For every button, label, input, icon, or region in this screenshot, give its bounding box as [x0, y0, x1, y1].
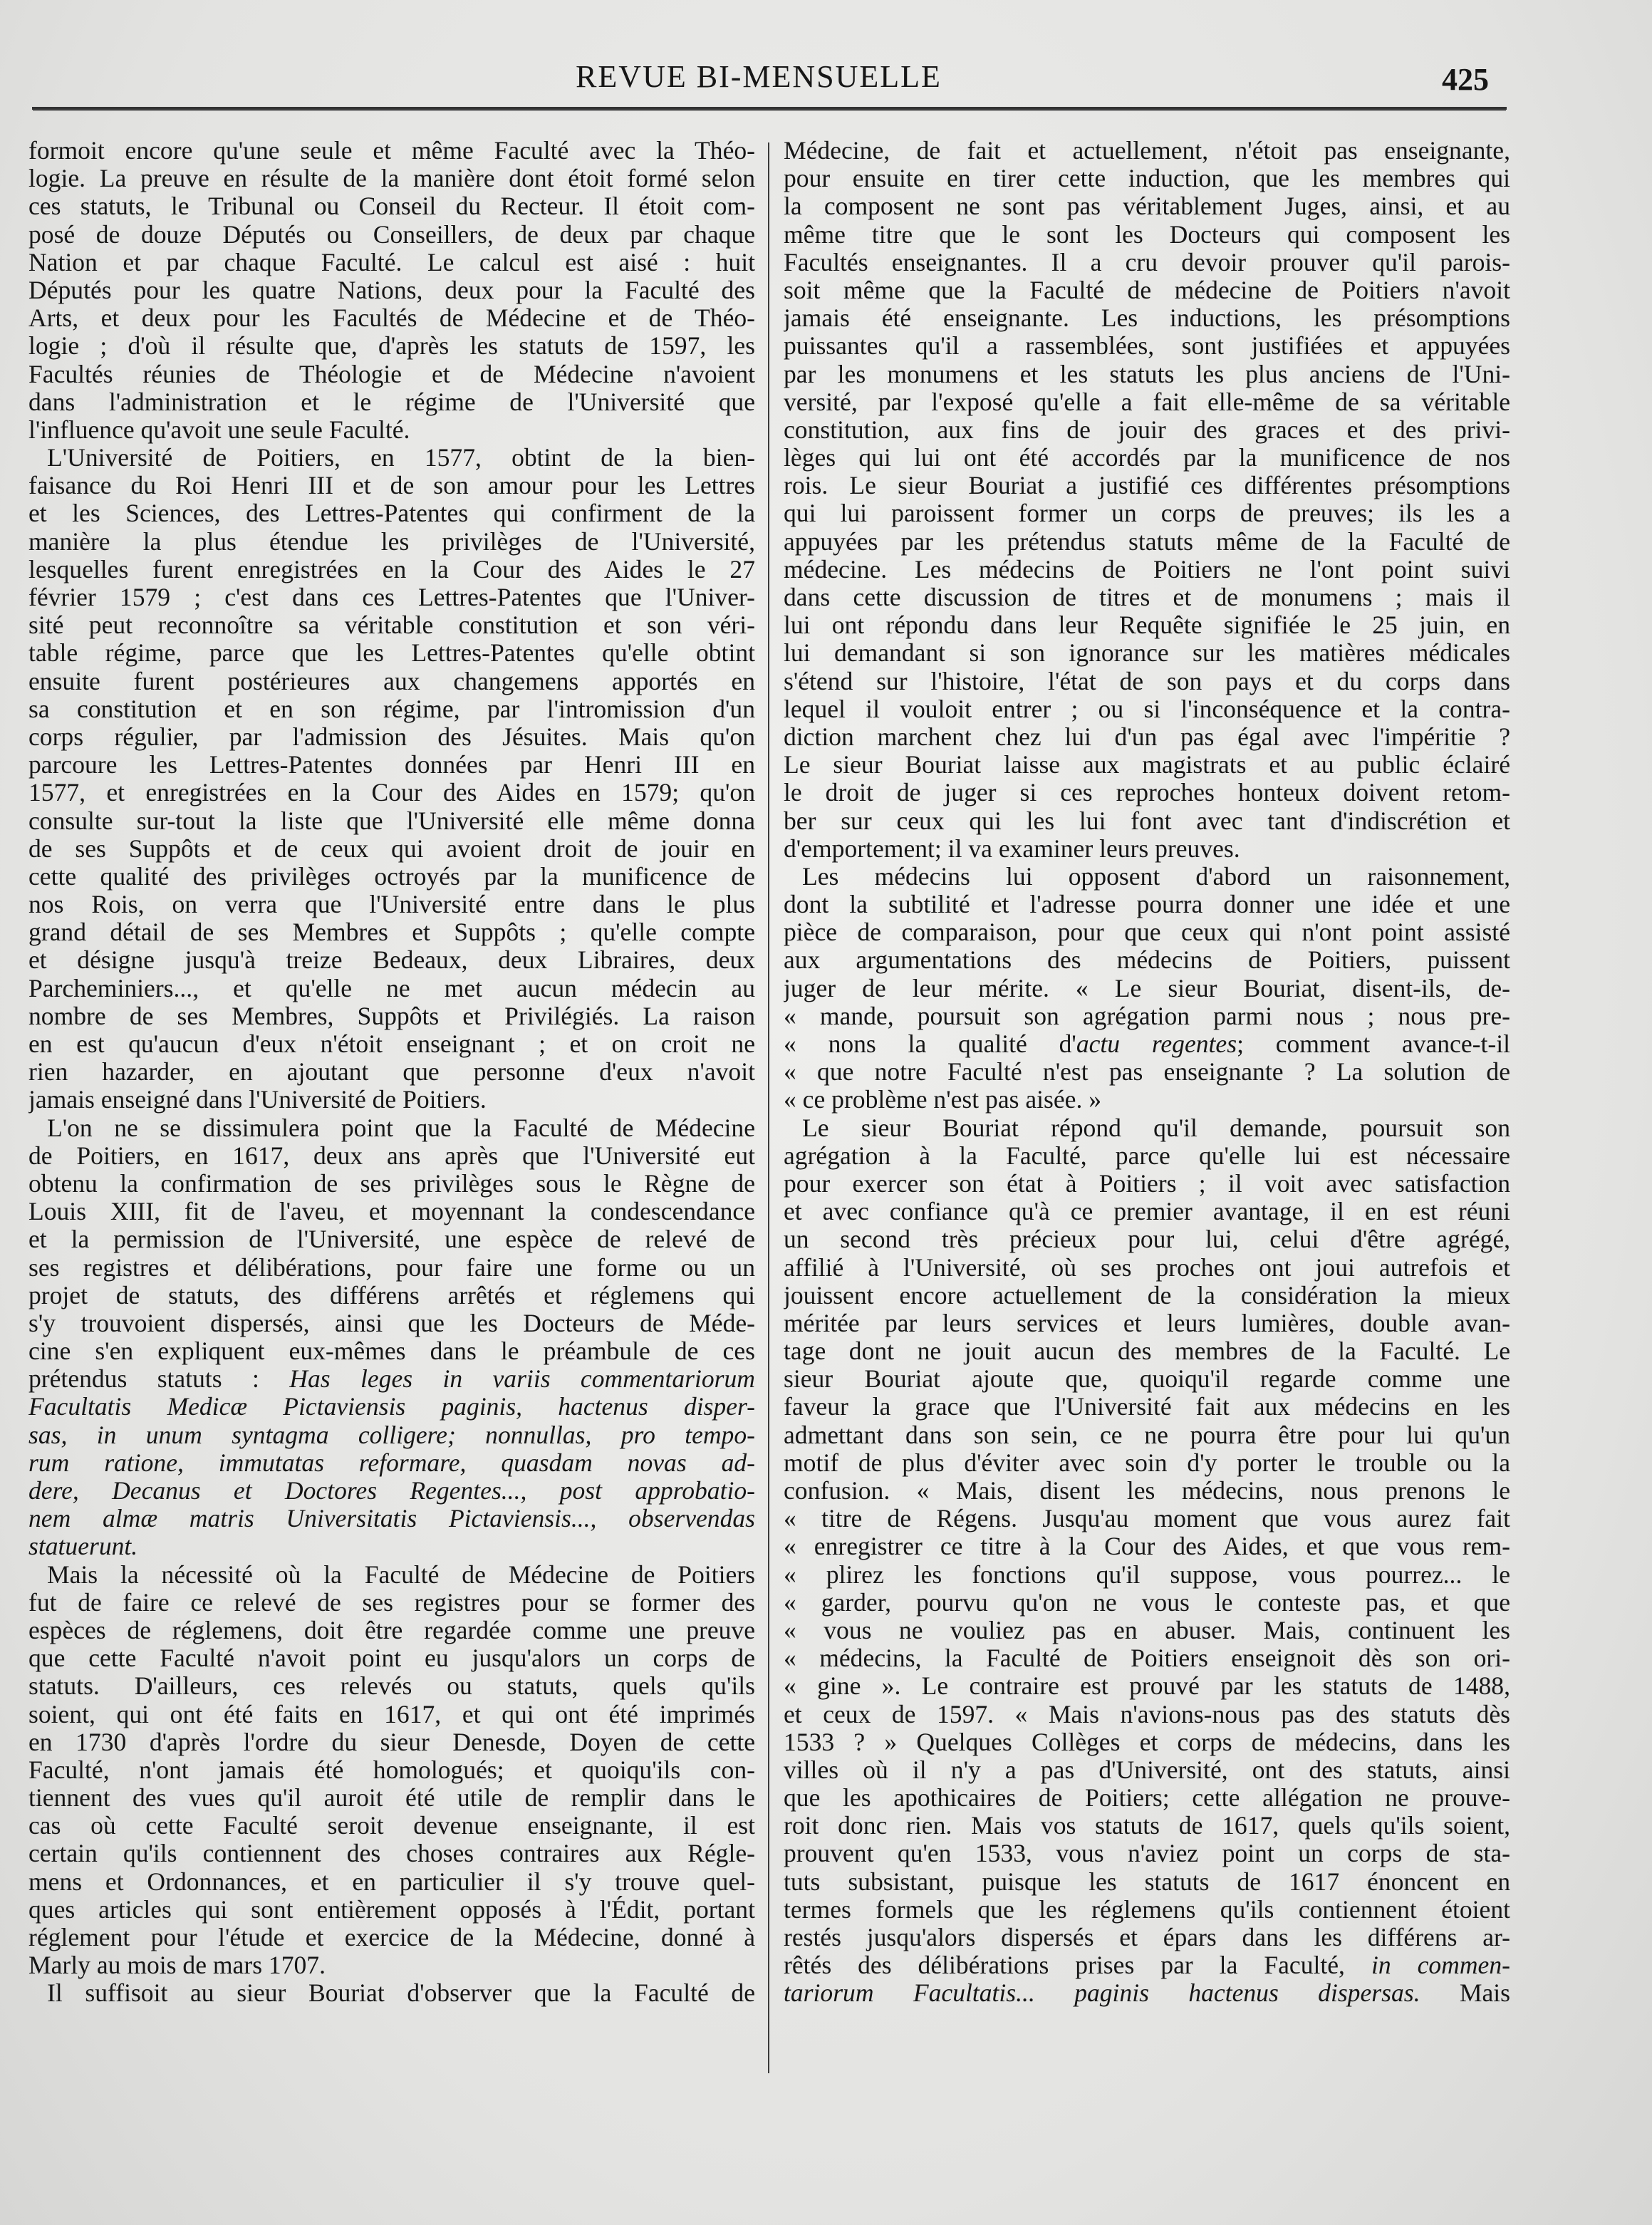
text-line	[784, 1309, 1510, 1337]
text-line	[784, 276, 1510, 304]
text-line	[28, 1505, 755, 1532]
text-line	[784, 332, 1510, 360]
text-line	[784, 1644, 1510, 1672]
text-line	[784, 1365, 1510, 1393]
text-line	[784, 695, 1510, 723]
line-text: Facultés enseignantes. Il a cru devoir prouver qu'il parois-	[784, 248, 1510, 276]
text-line	[28, 556, 755, 584]
text-line	[28, 472, 755, 499]
text-line	[784, 918, 1510, 946]
text-line	[784, 1701, 1510, 1728]
line-text: soit même que la Faculté de médecine de Poitiers n'avoit	[784, 276, 1510, 304]
italic-text: nem almæ matris Universitatis Pictaviensis..., observendas	[28, 1505, 755, 1533]
line-text: Députés pour les quatre Nations, deux pour la Faculté des	[28, 276, 755, 304]
text-line	[784, 1896, 1510, 1924]
line-text: termes formels que les réglemens qu'ils contiennent étoient	[784, 1895, 1510, 1924]
line-text: Parcheminiers..., et qu'elle ne met aucun médecin au	[28, 974, 755, 1002]
line-text: logie. La preuve en résulte de la manière dont étoit formé selon	[28, 165, 755, 193]
text-line	[28, 1644, 755, 1672]
text-line	[784, 137, 1510, 165]
text-line	[28, 165, 755, 192]
text-line	[784, 1840, 1510, 1867]
text-line	[784, 584, 1510, 611]
text-line	[28, 416, 755, 444]
line-text: Arts, et deux pour les Facultés de Médecine et de Théo-	[28, 304, 755, 333]
text-line	[784, 1532, 1510, 1560]
italic-text: tariorum Facultatis... paginis hactenus dispersas.	[784, 1979, 1420, 2008]
line-text: jamais enseigné dans l'Université de Poitiers.	[28, 1086, 487, 1114]
line-text: « ce problème n'est pas aisée. »	[784, 1086, 1102, 1114]
text-line	[28, 1868, 755, 1896]
text-line	[28, 304, 755, 332]
text-line	[784, 1812, 1510, 1840]
line-text: jouissent encore actuellement de la considération la mieux	[784, 1281, 1510, 1309]
line-text: et désigne jusqu'à treize Bedeaux, deux Libraires, deux	[28, 946, 755, 975]
text-line	[28, 1756, 755, 1784]
line-text: « que notre Faculté n'est pas enseignante ? La solution de	[784, 1058, 1510, 1086]
column-divider	[768, 142, 769, 2073]
text-line	[784, 1924, 1510, 1951]
text-line	[28, 1365, 755, 1393]
line-text: sieur Bouriat ajoute que, quoiqu'il regarde comme une	[784, 1365, 1510, 1394]
line-text: cas où cette Faculté seroit devenue enseignante, il est	[28, 1812, 755, 1840]
line-text: grand détail de ses Membres et Suppôts ; qu'elle compte	[28, 918, 755, 947]
text-line	[784, 1114, 1510, 1142]
text-line	[784, 1756, 1510, 1784]
line-text: Le sieur Bouriat laisse aux magistrats et au public éclairé	[784, 751, 1510, 779]
text-line	[784, 1282, 1510, 1309]
text-line	[28, 668, 755, 695]
line-text: restés jusqu'alors dispersés et épars dans les différens ar-	[784, 1924, 1510, 1951]
text-line	[784, 1254, 1510, 1282]
line-text: statuts. D'ailleurs, ces relevés ou statuts, quels qu'ils	[28, 1672, 755, 1701]
text-line	[28, 863, 755, 891]
line-text: « garder, pourvu qu'on ne vous le conteste pas, et que	[784, 1588, 1510, 1617]
line-text: « plirez les fonctions qu'il suppose, vous pourrez... le	[784, 1560, 1510, 1589]
text-line	[28, 1728, 755, 1756]
line-text: lui demandant si son ignorance sur les matières médicales	[784, 639, 1510, 668]
text-line	[784, 1337, 1510, 1365]
text-line	[784, 1449, 1510, 1477]
text-line	[784, 1086, 1510, 1114]
text-line	[28, 1086, 755, 1114]
line-text: roit donc rien. Mais vos statuts de 1617, quels qu'ils soient,	[784, 1812, 1510, 1840]
line-text: « gine ». Le contraire est prouvé par les statuts de 1488,	[784, 1672, 1510, 1701]
text-line	[28, 1449, 755, 1477]
line-text: L'on ne se dissimulera point que la Faculté de Médecine	[47, 1114, 755, 1142]
line-text: cine s'en expliquent eux-mêmes dans le préambule de ces	[28, 1337, 755, 1366]
text-line	[28, 835, 755, 863]
line-text: « vous ne vouliez pas en abuser. Mais, continuent les	[784, 1616, 1510, 1644]
left-column	[28, 137, 755, 2008]
line-text: Les médecins lui opposent d'abord un raisonnement,	[802, 862, 1510, 891]
line-text: 1533 ? » Quelques Collèges et corps de médecins, dans les	[784, 1728, 1510, 1756]
line-text: soient, qui ont été faits en 1617, et qui ont été imprimés	[28, 1700, 755, 1728]
text-line	[784, 528, 1510, 556]
line-text: dans cette discussion de titres et de monumens ; mais il	[784, 584, 1510, 611]
text-line	[28, 1309, 755, 1337]
line-text: de ses Suppôts et de ceux qui avoient droit de jouir en	[28, 834, 755, 863]
line-text: appuyées par les prétendus statuts même de la Faculté de	[784, 527, 1510, 556]
line-text: et ceux de 1597. « Mais n'avions-nous pas des statuts dès	[784, 1700, 1510, 1728]
line-text: et la permission de l'Université, une espèce de relevé de	[28, 1225, 755, 1254]
text-line	[28, 891, 755, 918]
text-line	[784, 1030, 1510, 1058]
line-text: Marly au mois de mars 1707.	[28, 1951, 326, 1980]
line-text: et avec confiance qu'à ce premier avantage, il en est réuni	[784, 1198, 1510, 1226]
line-text: méritée par leurs services et leurs lumières, double avan-	[784, 1309, 1510, 1337]
text-line	[784, 611, 1510, 639]
line-text: mens et Ordonnances, et en particulier il s'y trouve quel-	[28, 1867, 755, 1896]
line-text: Mais	[1420, 1979, 1510, 2008]
line-text: ber sur ceux qui les lui font avec tant d'indiscrétion et	[784, 807, 1510, 835]
text-line	[28, 1701, 755, 1728]
text-line	[784, 556, 1510, 584]
running-title: REVUE BI-MENSUELLE	[576, 59, 942, 94]
line-text: corps régulier, par l'admission des Jésuites. Mais qu'on	[28, 722, 755, 751]
text-line	[28, 192, 755, 220]
line-text: Facultés réunies de Théologie et de Médecine n'avoient	[28, 360, 755, 388]
line-text: Il suffisoit au sieur Bouriat d'observer que la Faculté de	[47, 1979, 755, 2008]
line-text: s'y trouvoient dispersés, ainsi que les Docteurs de Méde-	[28, 1309, 755, 1337]
text-line	[28, 975, 755, 1002]
text-line	[784, 1170, 1510, 1198]
line-text: « enregistrer ce titre à la Cour des Aides, et que vous rem-	[784, 1532, 1510, 1561]
text-line	[28, 1002, 755, 1030]
text-line	[784, 975, 1510, 1002]
line-text: la composent ne sont pas véritablement Juges, ainsi, et au	[784, 192, 1510, 221]
line-text: ses registres et délibérations, pour faire une forme ou un	[28, 1253, 755, 1282]
line-text: affilié à l'Université, où ses proches ont joui autrefois et	[784, 1253, 1510, 1282]
line-text: aux argumentations des médecins de Poitiers, puissent	[784, 946, 1510, 975]
line-text: ces statuts, le Tribunal ou Conseil du Recteur. Il étoit com-	[28, 192, 755, 221]
text-line	[784, 304, 1510, 332]
text-line	[28, 499, 755, 527]
italic-text: actu regentes	[1076, 1030, 1237, 1058]
text-line	[28, 779, 755, 807]
text-line	[28, 723, 755, 751]
line-text: ques articles qui sont entièrement opposés à l'Édit, portant	[28, 1895, 755, 1924]
text-line	[28, 611, 755, 639]
text-line	[28, 1951, 755, 1979]
line-text: en 1730 d'après l'ordre du sieur Denesde, Doyen de cette	[28, 1728, 755, 1756]
text-line	[28, 918, 755, 946]
text-line	[784, 165, 1510, 192]
line-text: par les monumens et les statuts les plus anciens de l'Uni-	[784, 360, 1510, 388]
text-line	[784, 1393, 1510, 1421]
text-line	[28, 1532, 755, 1560]
line-text: de Poitiers, en 1617, deux ans après que l'Université eut	[28, 1141, 755, 1170]
line-text: faisance du Roi Henri III et de son amour pour les Lettres	[28, 472, 755, 500]
text-line	[28, 1337, 755, 1365]
text-line	[28, 137, 755, 165]
line-text: « mande, poursuit son agrégation parmi nous ; nous pre-	[784, 1002, 1510, 1030]
text-line	[28, 1114, 755, 1142]
line-text: lesquelles furent enregistrées en la Cour des Aides le 27	[28, 555, 755, 584]
line-text: constitution, aux fins de jouir des graces et des privi-	[784, 415, 1510, 444]
italic-text: dere, Decanus et Doctores Regentes..., post approbatio-	[28, 1477, 755, 1505]
line-text: juger de leur mérite. « Le sieur Bouriat, disent-ils, de-	[784, 974, 1510, 1002]
right-column	[784, 137, 1510, 2008]
line-text: tuts subsistant, puisque les statuts de 1617 énoncent en	[784, 1867, 1510, 1896]
text-line	[784, 751, 1510, 779]
text-line	[28, 1589, 755, 1617]
line-text: admettant dans son sein, ce ne pourra être pour lui qu'un	[784, 1421, 1510, 1449]
text-line	[28, 1393, 755, 1421]
text-line	[784, 444, 1510, 472]
line-text: nos Rois, on verra que l'Université entre dans le plus	[28, 891, 755, 919]
line-text: lequel il vouloit entrer ; ou si l'inconséquence et la contra-	[784, 695, 1510, 723]
line-text: projet de statuts, des différens arrêtés et réglemens qui	[28, 1281, 755, 1309]
line-text: dans l'administration et le régime de l'Université que	[28, 388, 755, 416]
text-line	[784, 1979, 1510, 2007]
text-line	[784, 946, 1510, 974]
text-line	[28, 1030, 755, 1058]
page-header	[28, 51, 1489, 108]
line-text: lui ont répondu dans leur Requête signifiée le 25 juin, en	[784, 611, 1510, 640]
line-text: posé de douze Députés ou Conseillers, de deux par chaque	[28, 220, 755, 249]
line-text: rien hazarder, en ajoutant que personne d'eux n'avoit	[28, 1058, 755, 1086]
line-text: « nons la qualité d'	[784, 1030, 1076, 1058]
text-line	[784, 388, 1510, 416]
italic-text: statuerunt.	[28, 1532, 138, 1561]
line-text: versité, par l'exposé qu'elle a fait elle-même de sa véritable	[784, 388, 1510, 416]
text-line	[28, 584, 755, 611]
line-text: prétendus statuts :	[28, 1365, 290, 1394]
text-line	[784, 668, 1510, 695]
line-text: médecine. Les médecins de Poitiers ne l'ont point suivi	[784, 555, 1510, 584]
italic-text: sas, in unum syntagma colligere; nonnullas, pro tempo-	[28, 1421, 755, 1449]
text-line	[784, 807, 1510, 835]
text-line	[784, 499, 1510, 527]
line-text: jamais été enseignante. Les inductions, les présomptions	[784, 304, 1510, 333]
text-line	[28, 1784, 755, 1812]
line-text: fut de faire ce relevé de ses registres pour se former des	[28, 1588, 755, 1617]
text-line	[28, 1058, 755, 1086]
line-text: parcoure les Lettres-Patentes données par Henri III en	[28, 751, 755, 779]
line-text: lèges qui lui ont été accordés par la munificence de nos	[784, 444, 1510, 472]
text-line	[784, 472, 1510, 499]
text-line	[784, 1225, 1510, 1253]
line-text: rêtés des délibérations prises par la Faculté,	[784, 1951, 1371, 1980]
text-line	[784, 192, 1510, 220]
text-line	[28, 1672, 755, 1700]
line-text: agrégation à la Faculté, parce qu'elle lui est nécessaire	[784, 1141, 1510, 1170]
text-line	[784, 863, 1510, 891]
line-text: cette qualité des privilèges octroyés par la munificence de	[28, 862, 755, 891]
line-text: tiennent des vues qu'il auroit été utile de remplir dans le	[28, 1784, 755, 1812]
text-line	[784, 639, 1510, 667]
line-text: faveur la grace que l'Université fait aux médecins en les	[784, 1393, 1510, 1421]
line-text: consulte sur-tout la liste que l'Université elle même donna	[28, 807, 755, 835]
text-line	[28, 946, 755, 974]
text-line	[784, 1058, 1510, 1086]
text-line	[28, 444, 755, 472]
line-text: ; comment avance-t-il	[1237, 1030, 1510, 1058]
line-text: diction marchent chez lui d'un pas égal avec l'impéritie ?	[784, 722, 1510, 751]
text-line	[28, 276, 755, 304]
text-line	[28, 1979, 755, 2007]
text-line	[28, 1225, 755, 1253]
line-text: qui lui paroissent former un corps de preuves; ils les a	[784, 499, 1510, 528]
line-text: s'étend sur l'histoire, l'état de son pays et du corps dans	[784, 667, 1510, 695]
text-line	[784, 1002, 1510, 1030]
text-line	[784, 1868, 1510, 1896]
text-line	[784, 1728, 1510, 1756]
header-rule	[32, 107, 1507, 110]
text-line	[784, 835, 1510, 863]
text-line	[28, 1477, 755, 1505]
line-text: que cette Faculté n'avoit point eu jusqu'alors un corps de	[28, 1644, 755, 1673]
text-line	[784, 1951, 1510, 1979]
text-line	[28, 807, 755, 835]
line-text: un second très précieux pour lui, celui d'être agrégé,	[784, 1225, 1510, 1254]
italic-text: Facultatis Medicæ Pictaviensis paginis, hactenus disper-	[28, 1393, 755, 1421]
line-text: prouvent qu'en 1533, vous n'aviez point un corps de sta-	[784, 1840, 1510, 1868]
text-line	[784, 1198, 1510, 1225]
text-line	[784, 1672, 1510, 1700]
line-text: obtenu la confirmation de ses privilèges sous le Règne de	[28, 1169, 755, 1198]
text-line	[28, 361, 755, 388]
line-text: et les Sciences, des Lettres-Patentes qui confirment de la	[28, 499, 755, 528]
text-line	[28, 1924, 755, 1951]
page-number: 425	[1442, 62, 1489, 97]
text-line	[28, 528, 755, 556]
text-line	[28, 1812, 755, 1840]
line-text: même titre que le sont les Docteurs qui composent les	[784, 220, 1510, 249]
text-line	[28, 1617, 755, 1644]
line-text: « médecins, la Faculté de Poitiers enseignoit dès son ori-	[784, 1644, 1510, 1673]
line-text: L'Université de Poitiers, en 1577, obtint de la bien-	[47, 444, 755, 472]
line-text: certain qu'ils contiennent des choses contraires aux Régle-	[28, 1840, 755, 1868]
text-line	[28, 249, 755, 276]
line-text: d'emportement; il va examiner leurs preuves.	[784, 834, 1240, 863]
line-text: Faculté, n'ont jamais été homologués; et quoiqu'ils con-	[28, 1755, 755, 1784]
text-line	[784, 1142, 1510, 1170]
line-text: sa constitution et en son régime, par l'intromission d'un	[28, 695, 755, 723]
italic-text: in commen-	[1371, 1951, 1510, 1980]
line-text: sité peut reconnoître sa véritable constitution et son véri-	[28, 611, 755, 640]
text-line	[784, 891, 1510, 918]
text-line	[28, 1142, 755, 1170]
text-line	[784, 723, 1510, 751]
text-line	[28, 1896, 755, 1924]
line-text: dont la subtilité et l'adresse pourra donner une idée et une	[784, 891, 1510, 919]
text-line	[28, 1421, 755, 1449]
line-text: manière la plus étendue les privilèges de l'Université,	[28, 527, 755, 556]
text-line	[784, 361, 1510, 388]
text-line	[28, 1198, 755, 1225]
text-line	[784, 1589, 1510, 1617]
text-line	[28, 1840, 755, 1867]
text-line	[28, 1254, 755, 1282]
line-text: table régime, parce que les Lettres-Patentes qu'elle obtint	[28, 639, 755, 668]
text-line	[28, 639, 755, 667]
italic-text: rum ratione, immutatas reformare, quasdam novas ad-	[28, 1448, 755, 1477]
line-text: confusion. « Mais, disent les médecins, nous prenons le	[784, 1477, 1510, 1505]
line-text: en est qu'aucun d'eux n'étoit enseignant ; et on croit ne	[28, 1030, 755, 1058]
line-text: motif de plus d'éviter avec soin d'y porter le trouble ou la	[784, 1448, 1510, 1477]
line-text: Le sieur Bouriat répond qu'il demande, poursuit son	[802, 1114, 1510, 1142]
text-line	[784, 416, 1510, 444]
line-text: pour exercer son état à Poitiers ; il voit avec satisfaction	[784, 1169, 1510, 1198]
text-line	[784, 1561, 1510, 1589]
line-text: pour ensuite en tirer cette induction, que les membres qui	[784, 165, 1510, 193]
line-text: espèces de réglemens, doit être regardée comme une preuve	[28, 1616, 755, 1644]
line-text: puissantes qu'il a rassemblées, sont justifiées et appuyées	[784, 332, 1510, 361]
line-text: 1577, et enregistrées en la Cour des Aides en 1579; qu'on	[28, 779, 755, 807]
text-line	[784, 1617, 1510, 1644]
line-text: villes où il n'y a pas d'Université, ont des statuts, ainsi	[784, 1755, 1510, 1784]
line-text: tage dont ne jouit aucun des membres de la Faculté. Le	[784, 1337, 1510, 1366]
text-line	[784, 1505, 1510, 1532]
text-line	[784, 249, 1510, 276]
text-line	[28, 332, 755, 360]
text-line	[784, 1784, 1510, 1812]
text-line	[28, 1170, 755, 1198]
text-line	[28, 751, 755, 779]
text-line	[28, 221, 755, 249]
line-text: l'influence qu'avoit une seule Faculté.	[28, 415, 410, 444]
text-line	[784, 779, 1510, 807]
line-text: logie ; d'où il résulte que, d'après les statuts de 1597, les	[28, 332, 755, 361]
line-text: Mais la nécessité où la Faculté de Médecine de Poitiers	[47, 1560, 755, 1589]
text-line	[784, 1421, 1510, 1449]
text-line	[28, 1282, 755, 1309]
line-text: Médecine, de fait et actuellement, n'étoit pas enseignante,	[784, 137, 1510, 165]
line-text: ensuite furent postérieures aux changemens apportés en	[28, 667, 755, 695]
line-text: Louis XIII, fit de l'aveu, et moyennant la condescendance	[28, 1198, 755, 1226]
text-line	[784, 1477, 1510, 1505]
line-text: pièce de comparaison, pour que ceux qui n'ont point assisté	[784, 918, 1510, 947]
text-line	[784, 221, 1510, 249]
line-text: « titre de Régens. Jusqu'au moment que vous aurez fait	[784, 1505, 1510, 1533]
line-text: réglement pour l'étude et exercice de la Médecine, donné à	[28, 1924, 755, 1951]
text-line	[28, 388, 755, 416]
text-line	[28, 1561, 755, 1589]
line-text: formoit encore qu'une seule et même Faculté avec la Théo-	[28, 137, 755, 165]
line-text: que les apothicaires de Poitiers; cette allégation ne prouve-	[784, 1784, 1510, 1812]
line-text: nombre de ses Membres, Suppôts et Privilégiés. La raison	[28, 1002, 755, 1030]
line-text: Nation et par chaque Faculté. Le calcul est aisé : huit	[28, 248, 755, 276]
line-text: le droit de juger si ces reproches honteux doivent retom-	[784, 779, 1510, 807]
line-text: rois. Le sieur Bouriat a justifié ces différentes présomptions	[784, 472, 1510, 500]
text-line	[28, 695, 755, 723]
line-text: février 1579 ; c'est dans ces Lettres-Patentes que l'Univer-	[28, 584, 755, 611]
italic-text: Has leges in variis commentariorum	[289, 1365, 755, 1394]
